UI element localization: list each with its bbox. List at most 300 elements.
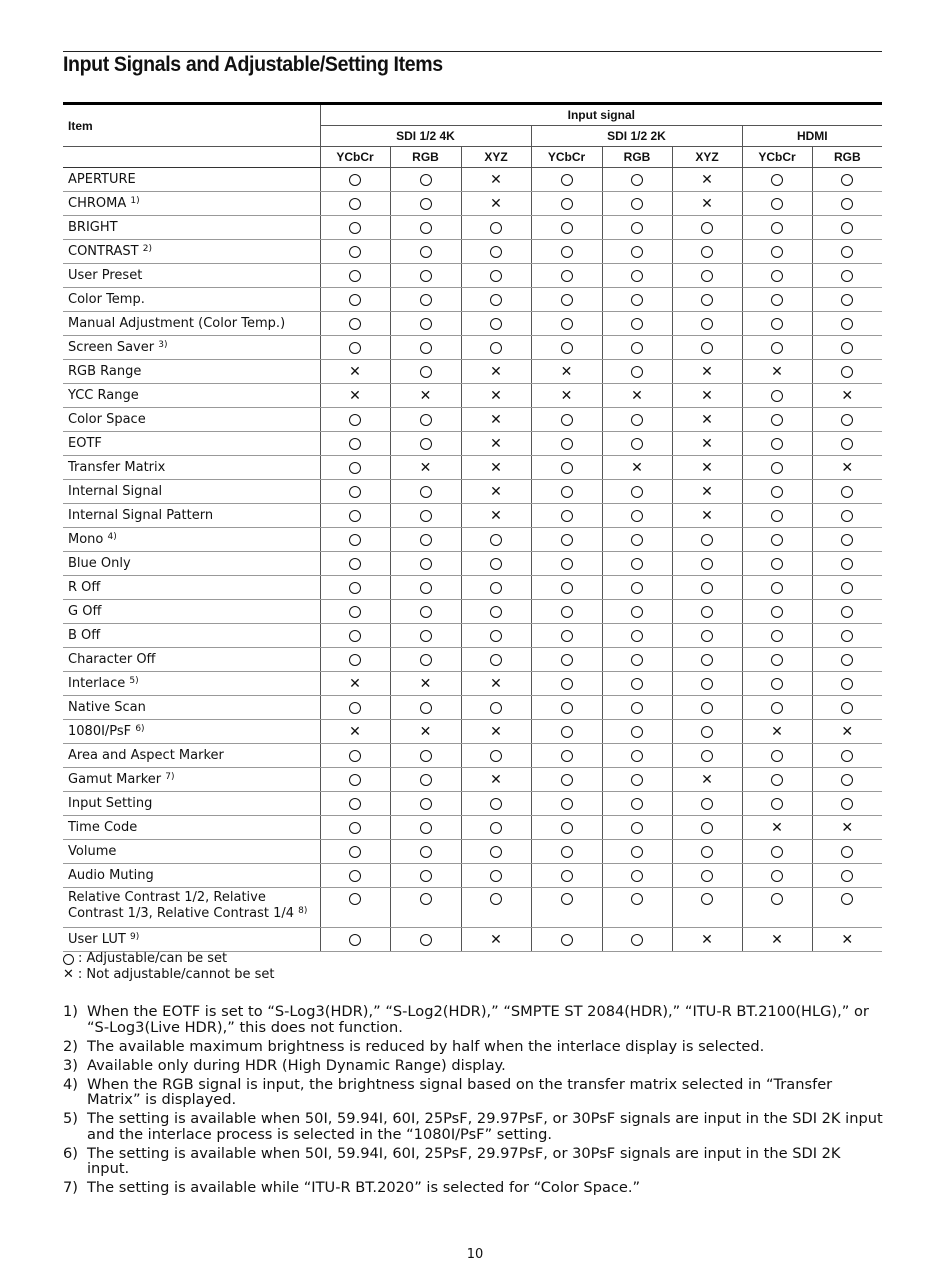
circle-icon xyxy=(771,750,783,762)
table-row xyxy=(63,744,882,768)
cell-mark xyxy=(390,528,461,552)
cell-mark xyxy=(531,432,602,456)
row-label xyxy=(63,216,320,240)
circle-icon xyxy=(631,750,643,762)
table-row xyxy=(63,576,882,600)
cross-icon: ✕ xyxy=(701,507,713,524)
circle-icon xyxy=(841,246,853,258)
circle-icon xyxy=(701,750,713,762)
cell-mark xyxy=(461,240,531,264)
footnote-ref: 9) xyxy=(129,931,140,942)
circle-icon xyxy=(490,222,502,234)
cross-icon: ✕ xyxy=(701,931,713,948)
circle-icon xyxy=(701,342,713,354)
circle-icon xyxy=(701,726,713,738)
cell-mark xyxy=(320,432,390,456)
circle-icon xyxy=(561,582,573,594)
row-label-text: Internal Signal Pattern xyxy=(68,507,214,523)
circle-icon xyxy=(420,934,432,946)
circle-icon xyxy=(420,486,432,498)
table-row xyxy=(63,504,882,528)
circle-icon xyxy=(349,462,361,474)
cell-mark xyxy=(461,528,531,552)
circle-icon xyxy=(420,294,432,306)
footnote xyxy=(63,1058,883,1074)
circle-icon xyxy=(490,750,502,762)
table-row xyxy=(63,432,882,456)
circle-icon xyxy=(631,486,643,498)
circle-icon xyxy=(349,630,361,642)
footnote-ref: 5) xyxy=(129,675,139,686)
circle-icon xyxy=(701,798,713,810)
cell-mark xyxy=(672,600,742,624)
circle-icon xyxy=(349,510,361,522)
circle-icon xyxy=(490,246,502,258)
circle-icon xyxy=(349,846,361,858)
cell-mark xyxy=(390,864,461,888)
legend-adjustable xyxy=(63,951,275,967)
circle-icon xyxy=(561,750,573,762)
cell-mark xyxy=(812,432,882,456)
column-header: XYZ xyxy=(672,147,742,168)
cell-mark xyxy=(812,216,882,240)
circle-icon xyxy=(841,798,853,810)
cell-mark xyxy=(602,720,672,744)
cell-mark xyxy=(742,216,812,240)
cell-mark xyxy=(461,624,531,648)
circle-icon xyxy=(631,414,643,426)
table-row xyxy=(63,456,882,480)
circle-icon xyxy=(771,486,783,498)
circle-icon xyxy=(349,270,361,282)
cell-mark xyxy=(602,216,672,240)
cell-mark xyxy=(602,336,672,360)
cell-mark xyxy=(461,336,531,360)
circle-icon xyxy=(420,750,432,762)
cell-mark xyxy=(320,240,390,264)
circle-icon xyxy=(561,678,573,690)
cell-mark xyxy=(672,288,742,312)
footnote xyxy=(63,1180,883,1196)
row-label-text: Volume xyxy=(68,843,117,859)
circle-icon xyxy=(701,822,713,834)
cross-icon: ✕ xyxy=(841,387,854,404)
cell-mark xyxy=(390,552,461,576)
table-row xyxy=(63,312,882,336)
circle-icon xyxy=(701,246,713,258)
footnote-number: 7) xyxy=(63,1179,78,1196)
cell-mark xyxy=(461,928,531,952)
cross-icon: ✕ xyxy=(490,459,502,476)
footnote-ref: 3) xyxy=(158,339,168,350)
row-label-text: BRIGHT xyxy=(68,219,118,235)
cell-mark xyxy=(812,552,882,576)
circle-icon xyxy=(420,198,432,210)
cell-mark xyxy=(390,192,461,216)
circle-icon xyxy=(561,510,573,522)
row-label-text: User Preset xyxy=(68,267,143,283)
row-label xyxy=(63,504,320,528)
cross-icon: ✕ xyxy=(771,363,783,380)
circle-icon xyxy=(349,246,361,258)
cell-mark xyxy=(812,168,882,192)
cell-mark xyxy=(742,408,812,432)
circle-icon xyxy=(631,174,643,186)
row-label-text: Audio Muting xyxy=(68,867,154,883)
cell-mark xyxy=(320,840,390,864)
cell-mark xyxy=(461,672,531,696)
row-label-text: Interlace xyxy=(68,675,126,691)
circle-icon xyxy=(349,534,361,546)
row-label-text: Color Temp. xyxy=(68,291,145,307)
footnote-number: 5) xyxy=(63,1110,78,1127)
cell-mark xyxy=(812,768,882,792)
cell-mark xyxy=(531,384,602,408)
circle-icon xyxy=(631,222,643,234)
circle-icon xyxy=(631,870,643,882)
circle-icon xyxy=(63,954,74,965)
circle-icon xyxy=(771,582,783,594)
row-label-text: G Off xyxy=(68,603,102,619)
circle-icon xyxy=(420,534,432,546)
circle-icon xyxy=(490,606,502,618)
cell-mark xyxy=(461,696,531,720)
table-row xyxy=(63,360,882,384)
row-label xyxy=(63,192,320,216)
circle-icon xyxy=(631,822,643,834)
cell-mark xyxy=(742,528,812,552)
cross-icon: ✕ xyxy=(701,771,713,788)
legend xyxy=(63,951,275,983)
cell-mark xyxy=(602,528,672,552)
circle-icon xyxy=(631,654,643,666)
circle-icon xyxy=(771,798,783,810)
cross-icon: ✕ xyxy=(841,723,854,740)
cell-mark xyxy=(461,288,531,312)
row-label-text: 1080I/PsF xyxy=(68,723,132,739)
circle-icon xyxy=(631,678,643,690)
circle-icon xyxy=(561,294,573,306)
footnote xyxy=(63,1039,883,1055)
cell-mark xyxy=(531,792,602,816)
circle-icon xyxy=(841,486,853,498)
cross-icon: ✕ xyxy=(419,459,432,476)
row-label-text: Gamut Marker xyxy=(68,771,162,787)
cell-mark xyxy=(531,408,602,432)
cell-mark xyxy=(390,576,461,600)
footnote-ref: 6) xyxy=(135,723,145,734)
row-label xyxy=(63,240,320,264)
cross-icon: ✕ xyxy=(841,819,854,836)
cross-icon: ✕ xyxy=(701,195,713,212)
cell-mark xyxy=(812,864,882,888)
cell-mark xyxy=(672,624,742,648)
cell-mark xyxy=(812,648,882,672)
circle-icon xyxy=(490,822,502,834)
cell-mark xyxy=(461,552,531,576)
cross-icon: ✕ xyxy=(771,931,783,948)
cell-mark xyxy=(742,624,812,648)
cell-mark xyxy=(390,456,461,480)
row-label-text: Area and Aspect Marker xyxy=(68,747,224,763)
circle-icon xyxy=(771,774,783,786)
cell-mark xyxy=(531,312,602,336)
cell-mark xyxy=(602,576,672,600)
table-row xyxy=(63,672,882,696)
table-row xyxy=(63,840,882,864)
circle-icon xyxy=(631,342,643,354)
cell-mark xyxy=(672,480,742,504)
circle-icon xyxy=(561,246,573,258)
cell-mark xyxy=(461,600,531,624)
row-label xyxy=(63,576,320,600)
circle-icon xyxy=(561,318,573,330)
cell-mark xyxy=(672,840,742,864)
cross-icon: ✕ xyxy=(490,195,502,212)
cross-icon: ✕ xyxy=(631,459,643,476)
row-label xyxy=(63,720,320,744)
cell-mark xyxy=(742,336,812,360)
circle-icon xyxy=(631,726,643,738)
circle-icon xyxy=(420,318,432,330)
circle-icon xyxy=(420,414,432,426)
cell-mark xyxy=(531,648,602,672)
row-label xyxy=(63,336,320,360)
table-row xyxy=(63,720,882,744)
cell-mark xyxy=(390,264,461,288)
row-label-text: User LUT xyxy=(68,931,126,947)
cell-mark xyxy=(390,504,461,528)
footnote-text: The setting is available when 50I, 59.94I, 60I, 25PsF, 29.97PsF, or 30PsF signals are input in the SDI 2K input and the interlace process is selected in the “1080I/PsF” setting. xyxy=(87,1110,883,1143)
cell-mark xyxy=(390,888,461,928)
circle-icon xyxy=(349,798,361,810)
circle-icon xyxy=(771,174,783,186)
cross-icon: ✕ xyxy=(701,483,713,500)
cell-mark xyxy=(742,504,812,528)
circle-icon xyxy=(701,630,713,642)
row-label xyxy=(63,480,320,504)
cell-mark xyxy=(320,648,390,672)
circle-icon xyxy=(349,582,361,594)
column-header: YCbCr xyxy=(742,147,812,168)
cell-mark xyxy=(320,696,390,720)
table-row xyxy=(63,288,882,312)
footnote-ref: 2) xyxy=(142,243,152,254)
circle-icon xyxy=(420,246,432,258)
column-header: RGB xyxy=(602,147,672,168)
cell-mark xyxy=(672,576,742,600)
table-row xyxy=(63,168,882,192)
row-label xyxy=(63,600,320,624)
circle-icon xyxy=(349,934,361,946)
cell-mark xyxy=(742,672,812,696)
cross-icon: ✕ xyxy=(490,171,502,188)
footnote-ref: 8) xyxy=(298,906,308,916)
row-label xyxy=(63,864,320,888)
circle-icon xyxy=(701,606,713,618)
circle-icon xyxy=(771,222,783,234)
circle-icon xyxy=(420,846,432,858)
footnote-text: The available maximum brightness is reduced by half when the interlace display is selected. xyxy=(87,1037,765,1055)
circle-icon xyxy=(490,702,502,714)
table-row xyxy=(63,696,882,720)
cross-icon: ✕ xyxy=(419,723,432,740)
circle-icon xyxy=(701,893,713,905)
cross-icon: ✕ xyxy=(419,387,432,404)
circle-icon xyxy=(349,438,361,450)
circle-icon xyxy=(420,582,432,594)
cell-mark xyxy=(672,768,742,792)
circle-icon xyxy=(771,870,783,882)
cell-mark xyxy=(812,696,882,720)
table-row xyxy=(63,528,882,552)
row-label-text: YCC Range xyxy=(68,387,139,403)
circle-icon xyxy=(841,654,853,666)
circle-icon xyxy=(349,870,361,882)
legend-not-adjustable xyxy=(63,967,275,983)
circle-icon xyxy=(490,294,502,306)
cell-mark xyxy=(461,192,531,216)
cross-icon: ✕ xyxy=(841,931,854,948)
cell-mark xyxy=(672,312,742,336)
cell-mark xyxy=(742,168,812,192)
cross-icon: ✕ xyxy=(63,967,74,982)
row-label xyxy=(63,744,320,768)
circle-icon xyxy=(561,198,573,210)
circle-icon xyxy=(349,654,361,666)
cell-mark xyxy=(390,384,461,408)
cell-mark xyxy=(812,264,882,288)
cell-mark xyxy=(602,792,672,816)
circle-icon xyxy=(490,893,502,905)
table-row xyxy=(63,864,882,888)
cell-mark xyxy=(390,360,461,384)
circle-icon xyxy=(631,606,643,618)
cell-mark xyxy=(672,456,742,480)
cross-icon: ✕ xyxy=(560,387,573,404)
cross-icon: ✕ xyxy=(631,387,643,404)
circle-icon xyxy=(771,534,783,546)
circle-icon xyxy=(841,198,853,210)
circle-icon xyxy=(420,654,432,666)
cell-mark xyxy=(531,816,602,840)
cell-mark xyxy=(320,600,390,624)
row-label xyxy=(63,264,320,288)
circle-icon xyxy=(561,630,573,642)
circle-icon xyxy=(420,366,432,378)
column-header: RGB xyxy=(812,147,882,168)
cell-mark xyxy=(320,624,390,648)
cell-mark xyxy=(672,696,742,720)
cell-mark xyxy=(812,792,882,816)
row-label-text: EOTF xyxy=(68,435,102,451)
cell-mark xyxy=(812,816,882,840)
cell-mark xyxy=(390,480,461,504)
circle-icon xyxy=(420,342,432,354)
cell-mark xyxy=(531,360,602,384)
cell-mark xyxy=(812,840,882,864)
circle-icon xyxy=(561,174,573,186)
cell-mark xyxy=(390,216,461,240)
cross-icon: ✕ xyxy=(560,363,573,380)
cell-mark xyxy=(320,384,390,408)
cell-mark xyxy=(672,384,742,408)
footnote xyxy=(63,1111,883,1142)
circle-icon xyxy=(561,654,573,666)
cell-mark xyxy=(602,864,672,888)
row-label-text: Transfer Matrix xyxy=(68,459,166,475)
cell-mark xyxy=(672,432,742,456)
circle-icon xyxy=(771,893,783,905)
table-row xyxy=(63,384,882,408)
circle-icon xyxy=(349,750,361,762)
cell-mark xyxy=(531,192,602,216)
cell-mark xyxy=(602,840,672,864)
cell-mark xyxy=(672,528,742,552)
cell-mark xyxy=(320,456,390,480)
cell-mark xyxy=(602,264,672,288)
circle-icon xyxy=(631,630,643,642)
cell-mark xyxy=(531,624,602,648)
circle-icon xyxy=(631,558,643,570)
row-label xyxy=(63,168,320,192)
circle-icon xyxy=(771,414,783,426)
table-row xyxy=(63,408,882,432)
cell-mark xyxy=(742,696,812,720)
circle-icon xyxy=(631,702,643,714)
circle-icon xyxy=(349,702,361,714)
cell-mark xyxy=(390,840,461,864)
cell-mark xyxy=(320,360,390,384)
circle-icon xyxy=(841,606,853,618)
footnote-text: The setting is available when 50I, 59.94I, 60I, 25PsF, 29.97PsF, or 30PsF signals are input in the SDI 2K input. xyxy=(87,1144,841,1177)
cell-mark xyxy=(812,384,882,408)
cell-mark xyxy=(812,288,882,312)
cell-mark xyxy=(742,576,812,600)
row-label-text: Character Off xyxy=(68,651,156,667)
row-label-text: RGB Range xyxy=(68,363,142,379)
cell-mark xyxy=(602,768,672,792)
cell-mark xyxy=(812,624,882,648)
table-row xyxy=(63,336,882,360)
cell-mark xyxy=(742,240,812,264)
cell-mark xyxy=(531,864,602,888)
circle-icon xyxy=(561,846,573,858)
row-label xyxy=(63,408,320,432)
cell-mark xyxy=(812,744,882,768)
cell-mark xyxy=(320,264,390,288)
cross-icon: ✕ xyxy=(771,819,783,836)
circle-icon xyxy=(349,222,361,234)
circle-icon xyxy=(771,318,783,330)
circle-icon xyxy=(841,174,853,186)
circle-icon xyxy=(841,846,853,858)
circle-icon xyxy=(771,390,783,402)
footnote xyxy=(63,1146,883,1177)
cell-mark xyxy=(531,288,602,312)
circle-icon xyxy=(490,630,502,642)
page-title: Input Signals and Adjustable/Setting Items xyxy=(63,53,443,76)
row-label-text: Time Code xyxy=(68,819,138,835)
cell-mark xyxy=(602,192,672,216)
circle-icon xyxy=(631,270,643,282)
cell-mark xyxy=(602,408,672,432)
cell-mark xyxy=(602,552,672,576)
cell-mark xyxy=(461,480,531,504)
cell-mark xyxy=(461,648,531,672)
circle-icon xyxy=(631,198,643,210)
cell-mark xyxy=(672,240,742,264)
